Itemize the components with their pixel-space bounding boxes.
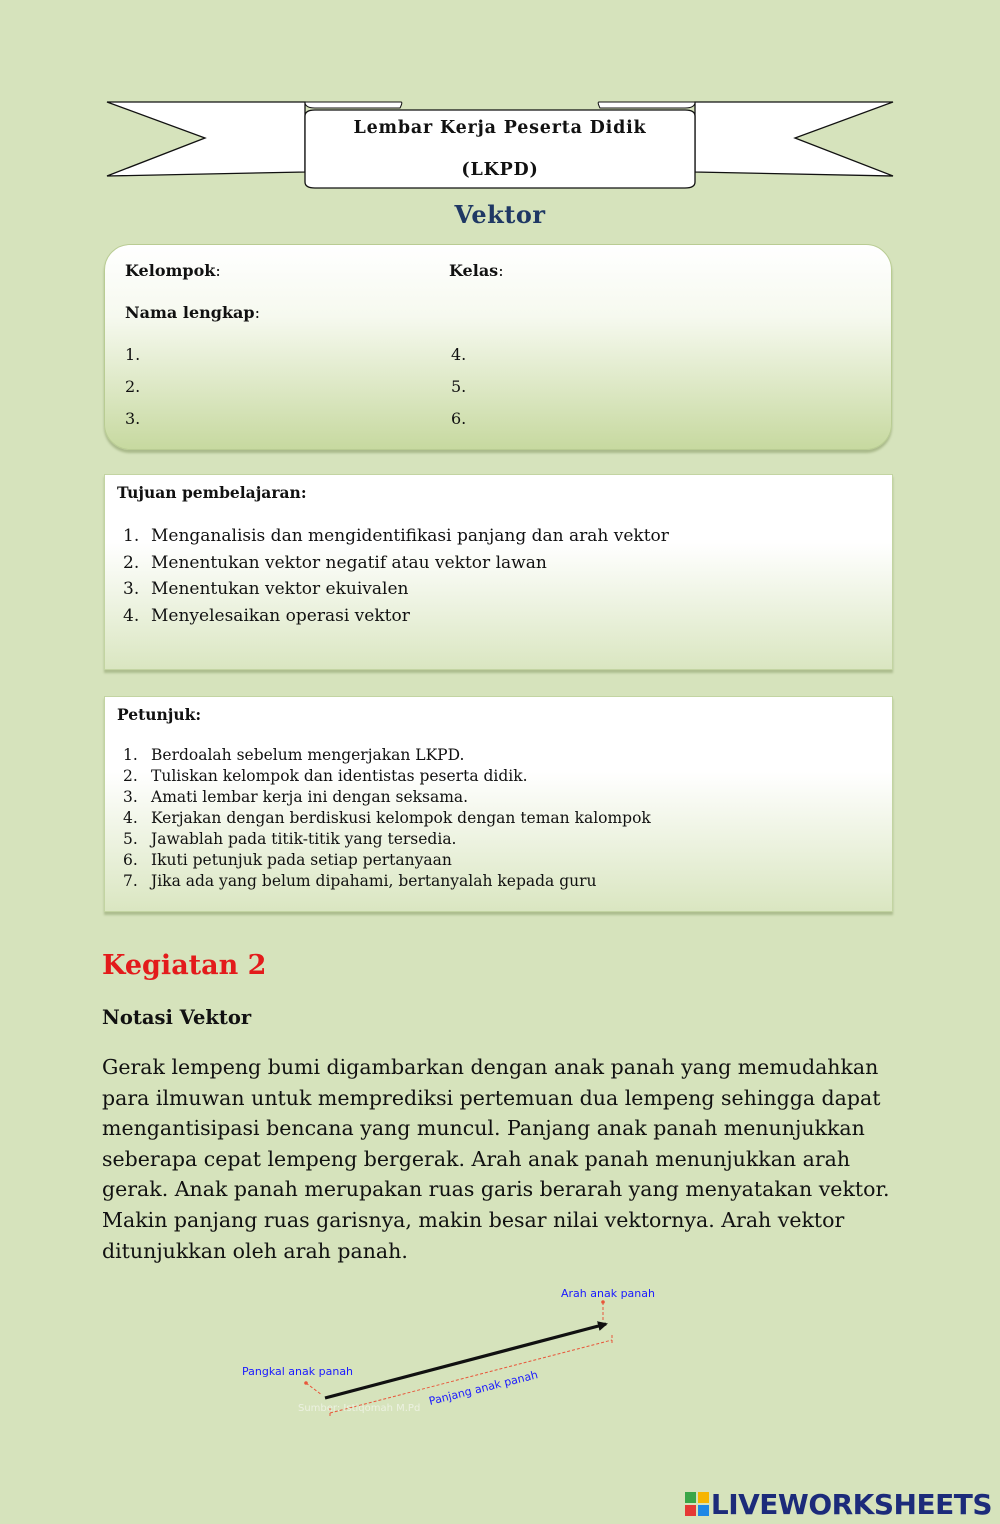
item-text: Amati lembar kerja ini dengan seksama. <box>151 788 469 806</box>
list-item <box>105 550 669 577</box>
list-item <box>105 745 651 766</box>
list-item <box>105 829 651 850</box>
faint-source-text: Sumber: Istiqomah M.Pd <box>298 1403 421 1414</box>
watermark-text: LIVEWORKSHEETS <box>710 1487 992 1521</box>
item-text: Jika ada yang belum dipahami, bertanyalah kepada guru <box>151 872 597 890</box>
liveworksheets-logo-icon <box>685 1492 709 1516</box>
colon: : <box>215 261 221 280</box>
member-number: 1. <box>125 345 141 364</box>
arrow-length-label: Panjang anak panah <box>427 1368 540 1408</box>
colon: : <box>254 303 260 322</box>
list-item <box>105 787 651 808</box>
kelas-label <box>449 261 504 280</box>
worksheet-title: Lembar Kerja Peserta Didik <box>353 118 647 138</box>
subject-title: Vektor <box>454 200 546 229</box>
member-number: 2. <box>125 377 141 396</box>
kelompok-label <box>125 261 221 280</box>
arrow-direction-label: Arah anak panah <box>561 1287 655 1300</box>
worksheet-abbreviation: (LKPD) <box>461 160 539 180</box>
kelas-label-text: Kelas <box>449 261 499 280</box>
vector-diagram <box>230 1280 690 1430</box>
item-number: 3. <box>123 788 138 806</box>
item-text: Jawablah pada titik-titik yang tersedia. <box>151 830 457 848</box>
item-text: Menentukan vektor negatif atau vektor lawan <box>151 552 547 573</box>
item-text: Menganalisis dan mengidentifikasi panjang dan arah vektor <box>151 526 669 546</box>
body-paragraph: Gerak lempeng bumi digambarkan dengan anak panah yang memudahkan para ilmuwan untuk memprediksi pertemuan dua lempeng sehingga dapat mengantisipasi bencana yang muncul. Panjang anak panah menunjukkan seberapa cepat lempeng bergerak. Arah anak panah menunjukkan arah gerak. Anak panah merupakan ruas garis berarah yang menyatakan vektor. Makin panjang ruas garisnya, makin besar nilai vektornya. Arah vektor ditunjukkan oleh arah panah. <box>102 1055 890 1263</box>
activity-title: Kegiatan 2 <box>102 950 267 981</box>
nama-lengkap-label <box>125 303 260 322</box>
member-number: 5. <box>451 377 467 396</box>
instructions-heading: Petunjuk: <box>117 705 202 724</box>
item-number: 2. <box>123 552 140 573</box>
list-item <box>105 576 669 603</box>
member-number: 4. <box>451 345 467 364</box>
arrow-tail-dot <box>304 1381 308 1385</box>
item-number: 6. <box>123 851 138 869</box>
instructions-list <box>105 745 651 892</box>
list-item <box>105 523 669 550</box>
item-text: Ikuti petunjuk pada setiap pertanyaan <box>151 851 452 869</box>
section-subtitle: Notasi Vektor <box>102 1006 252 1029</box>
arrow-tail-label: Pangkal anak panah <box>242 1365 354 1378</box>
list-item <box>105 808 651 829</box>
item-number: 1. <box>123 746 138 764</box>
item-number: 2. <box>123 767 138 785</box>
item-number: 4. <box>123 605 140 626</box>
learning-objectives-list <box>105 523 669 629</box>
item-text: Kerjakan dengan berdiskusi kelompok dengan teman kalompok <box>151 809 651 827</box>
item-text: Menentukan vektor ekuivalen <box>151 579 409 599</box>
list-item <box>105 766 651 787</box>
member-number: 6. <box>451 409 467 428</box>
item-text: Tuliskan kelompok dan identistas peserta didik. <box>151 767 528 785</box>
learning-objectives-box <box>104 474 893 670</box>
list-item <box>105 871 651 892</box>
list-item <box>105 850 651 871</box>
item-text: Berdoalah sebelum mengerjakan LKPD. <box>151 746 465 764</box>
item-number: 7. <box>123 872 138 890</box>
nama-lengkap-label-text: Nama lengkap <box>125 303 255 322</box>
item-text: Menyelesaikan operasi vektor <box>151 605 410 626</box>
instructions-box <box>104 696 893 912</box>
member-number: 3. <box>125 409 141 428</box>
kelompok-label-text: Kelompok <box>125 261 216 280</box>
item-number: 3. <box>123 579 140 599</box>
list-item <box>105 603 669 630</box>
learning-objectives-heading: Tujuan pembelajaran: <box>117 483 307 502</box>
liveworksheets-watermark <box>685 1488 992 1520</box>
colon: : <box>498 261 504 280</box>
item-number: 5. <box>123 830 138 848</box>
item-number: 4. <box>123 809 138 827</box>
arrow-head-dot <box>601 1300 605 1304</box>
item-number: 1. <box>123 526 140 546</box>
identity-box <box>104 244 892 450</box>
